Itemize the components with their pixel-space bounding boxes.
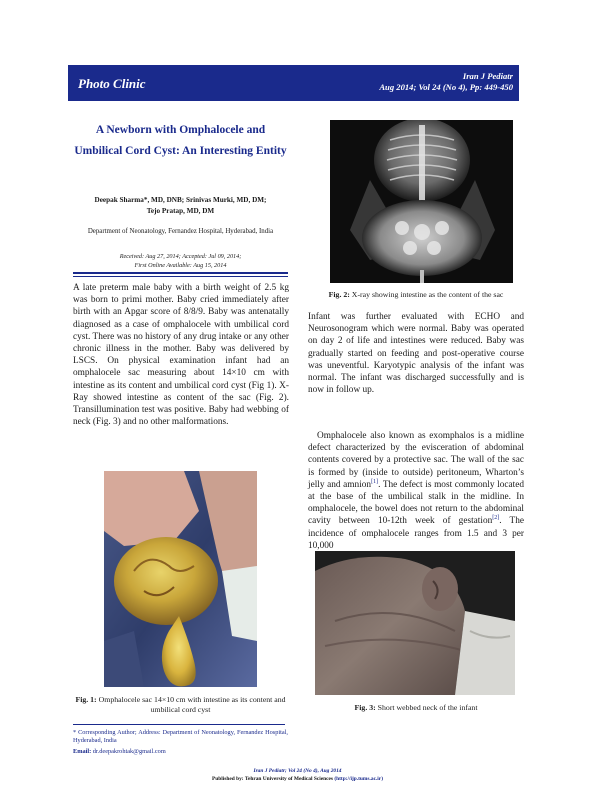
journal-citation — [379, 71, 513, 93]
figure-3-caption — [308, 703, 524, 713]
publisher-text: Published by: Tehran University of Medical Sciences — [211, 776, 335, 782]
follow-up-paragraph: Infant was further evaluated with ECHO and Neurosonogram which were normal. Baby was operated on day 2 of life and intestines were reduced. Baby was gradually started on feeding and post-operative course was uneventful. Karyotypic analysis of the infant was normal. The infant was discharged successfully and is now in follow up. — [308, 312, 524, 396]
figure-1-label: Fig. 1: — [75, 695, 97, 704]
case-description-paragraph: A late preterm male baby with a birth weight of 2.5 kg was born to primi mother. Baby cried immediately after birth with an Apgar score of 8/8/9. Baby was antenatally diagnosed as a case of omphalocele with umbilical cord cyst. There was no history of any drug intake or any other chronic illness in the mother. Baby was delivered by LSCS. On physical examination infant had an omphalocele sac measuring about 14×10 cm with intestine as its content and umbilical cord cyst (Fig 1). X-Ray showed intestine as content of the sac (Fig. 2). Transillumination test was positive. Baby had webbing of neck (Fig. 3) and no other malformations. — [73, 283, 289, 428]
figure-3-webbed-neck-photo — [315, 551, 515, 695]
article-dates — [73, 253, 288, 270]
reference-2[interactable]: [2] — [492, 515, 500, 522]
figure-2-label: Fig. 2: — [328, 290, 350, 299]
journal-header-bar — [68, 65, 519, 101]
omphalocele-illustration — [104, 471, 257, 687]
email-address[interactable]: dr.deepakrohtak@gmail.com — [91, 748, 166, 755]
author-list — [73, 195, 288, 216]
omphalocele-background-paragraph — [308, 430, 524, 552]
received-accepted-dates: Received: Aug 27, 2014; Accepted: Jul 09, 2014; — [119, 253, 242, 260]
article-title: A Newborn with Omphalocele and Umbilical Cord Cyst: An Interesting Entity — [74, 124, 287, 157]
corresponding-author-note: * Corresponding Author; Address: Department of Neonatology, Fernandez Hospital, Hyderabad, India — [73, 729, 288, 745]
reference-1[interactable]: [1] — [371, 478, 379, 485]
background-text-part-2: . The defect is most commonly located at the base of the umbilical stalk in the midline. In omphalocele, the bowel does not return to the abdominal cavity between 10-12th week of gestation — [308, 479, 524, 527]
online-date: First Online Available: Aug 15, 2014 — [134, 261, 227, 269]
figure-2-caption-text: X-ray showing intestine as the content of the sac — [349, 290, 504, 299]
figure-2-xray — [330, 120, 513, 283]
page-footer-citation: Iran J Pediatr; Vol 24 (No 4), Aug 2014 — [253, 768, 342, 774]
section-label: Photo Clinic — [78, 76, 146, 91]
authors-line-1: Deepak Sharma*, MD, DNB; Srinivas Murki, MD, DM; — [94, 196, 267, 204]
figure-1-caption-text: Omphalocele sac 14×10 cm with intestine as its content and umbilical cord cyst — [96, 695, 286, 714]
title-divider-thin — [73, 276, 288, 277]
affiliation: Department of Neonatology, Fernandez Hospital, Hyderabad, India — [87, 228, 274, 235]
webbed-neck-illustration — [315, 551, 515, 695]
authors-line-2: Tejo Pratap, MD, DM — [146, 206, 215, 215]
figure-3-label: Fig. 3: — [354, 703, 376, 712]
journal-name: Iran J Pediatr — [462, 71, 513, 81]
page-footer-publisher — [0, 776, 595, 782]
background-text-part-3: . The incidence of omphalocele ranges from 1.5 and 3 per 10,000 — [308, 516, 525, 551]
journal-website-link[interactable]: (http://ijp.tums.ac.ir) — [334, 776, 383, 782]
author-email — [73, 748, 166, 755]
figure-3-caption-text: Short webbed neck of the infant — [375, 703, 478, 712]
background-text-part-1: Omphalocele also known as exomphalos is a midline defect characterized by the evisceration of abdominal contents covered by a protective sac. The wall of the sac is formed by (inside to outside) peritoneum, Wharton’s jelly and amnion — [308, 431, 524, 490]
xray-illustration — [330, 120, 513, 283]
figure-1-caption — [73, 695, 288, 715]
title-divider — [73, 272, 288, 274]
figure-1-omphalocele-photo — [104, 471, 257, 687]
figure-2-caption — [308, 290, 524, 300]
issue-info: Aug 2014; Vol 24 (No 4), Pp: 449-450 — [379, 82, 513, 92]
email-label: Email: — [73, 748, 92, 755]
footnote-divider — [73, 724, 285, 725]
